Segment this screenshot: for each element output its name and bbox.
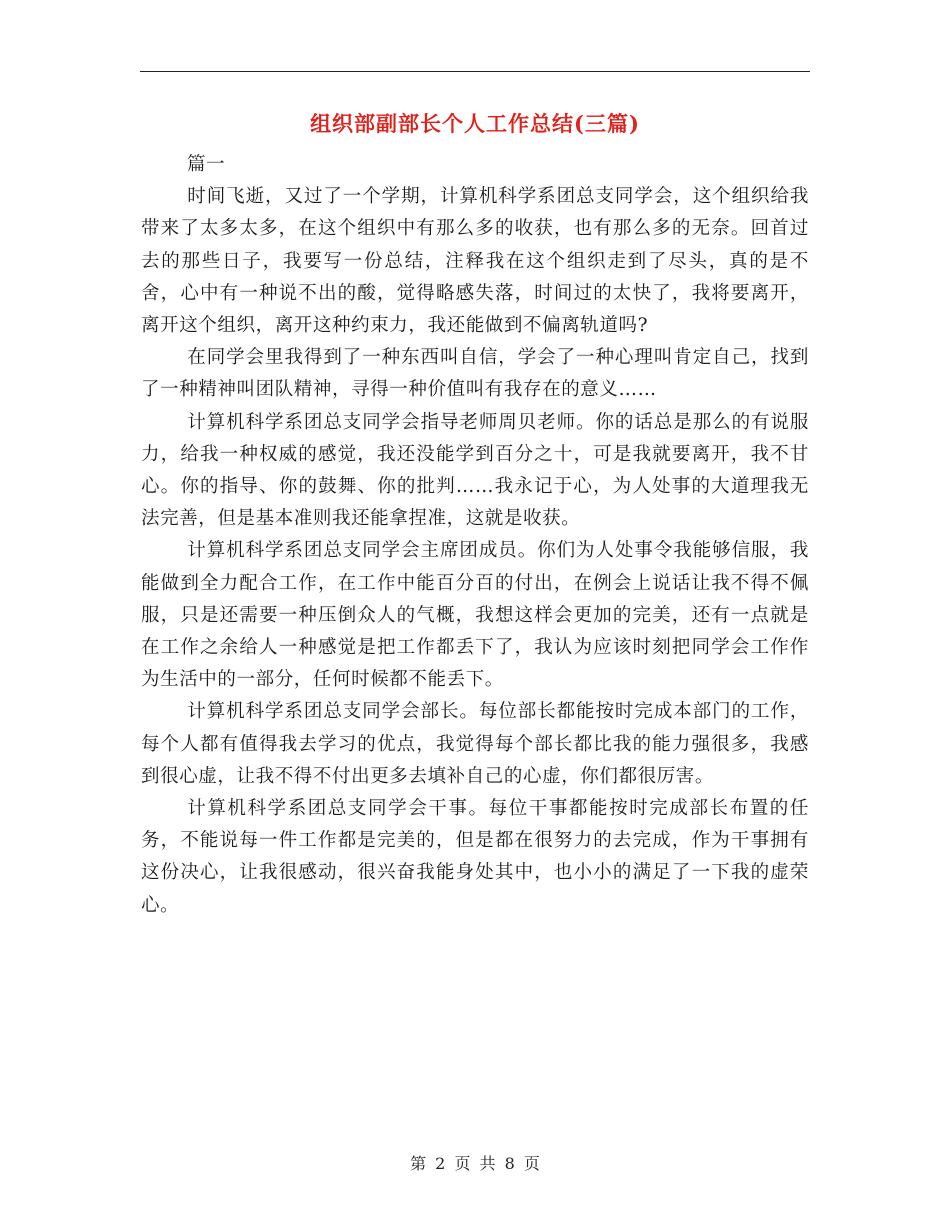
paragraph: 计算机科学系团总支同学会主席团成员。你们为人处事令我能够信服，我能做到全力配合工作，在工作中能百分百的付出，在例会上说话让我不得不佩服，只是还需要一种压倒众人的气概，我想这样会更加的完美，还有一点就是在工作之余给人一种感觉是把工作都丢下了，我认为应该时刻把同学会工作作为生活中的一部分，任何时候都不能丢下。 [141,540,809,691]
page-number-footer: 第 2 页 共 8 页 [410,1154,540,1173]
paragraph: 计算机科学系团总支同学会干事。每位干事都能按时完成部长布置的任务，不能说每一件工作都是完美的，但是都在很努力的去完成，作为干事拥有这份决心，让我很感动，很兴奋我能身处其中，也小小的满足了一下我的虚荣心。 [141,798,809,916]
paragraph: 计算机科学系团总支同学会部长。每位部长都能按时完成本部门的工作，每个人都有值得我去学习的优点，我觉得每个部长都比我的能力强很多，我感到很心虚，让我不得不付出更多去填补自己的心虚，你们都很厉害。 [141,701,809,787]
paragraph: 时间飞逝，又过了一个学期，计算机科学系团总支同学会，这个组织给我带来了太多太多，在这个组织中有那么多的收获，也有那么多的无奈。回首过去的那些日子，我要写一份总结，注释我在这个组织走到了尽头，真的是不舍，心中有一种说不出的酸，觉得略感失落，时间过的太快了，我将要离开，离开这个组织，离开这种约束力，我还能做到不偏离轨道吗? [141,186,809,337]
paragraph: 计算机科学系团总支同学会指导老师周贝老师。你的话总是那么的有说服力，给我一种权威的感觉，我还没能学到百分之十，可是我就要离开，我不甘心。你的指导、你的鼓舞、你的批判……我永记于心，为人处事的大道理我无法完善，但是基本准则我还能拿捏准，这就是收获。 [141,411,809,530]
paragraph: 在同学会里我得到了一种东西叫自信，学会了一种心理叫肯定自己，找到了一种精神叫团队精神，寻得一种价值叫有我存在的意义…… [141,347,809,401]
document-title: 组织部副部长个人工作总结(三篇) [310,111,640,136]
header-rule [140,71,810,72]
document-body [141,149,809,922]
section-label: 篇一 [187,154,226,175]
